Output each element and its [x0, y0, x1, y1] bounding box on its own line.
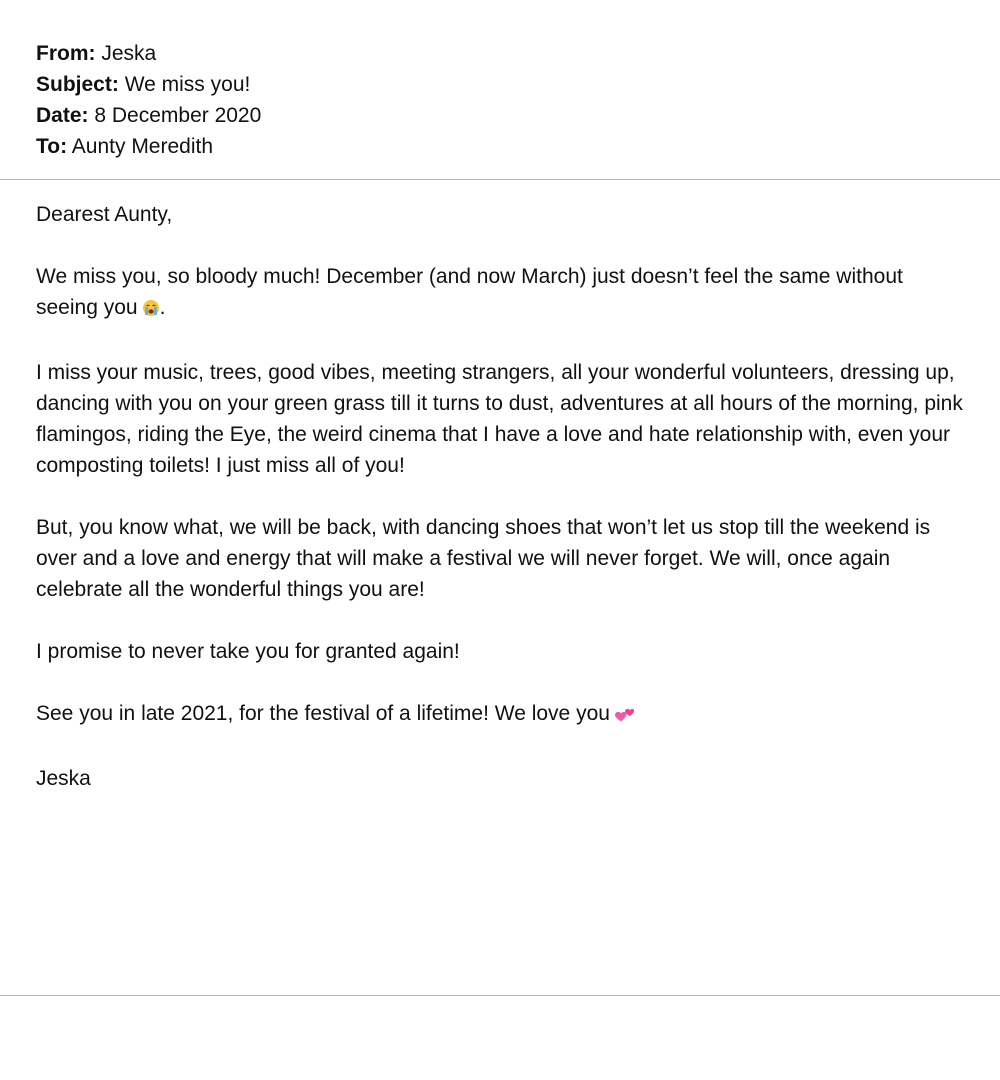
- paragraph-1: [36, 261, 966, 326]
- to-row: [36, 131, 966, 162]
- paragraph-3: But, you know what, we will be back, with dancing shoes that won’t let us stop till the weekend is over and a love and energy that will make a festival we will never forget. We will, once again celebrate all the wonderful things you are!: [36, 516, 931, 601]
- from-label: From:: [36, 42, 96, 65]
- paragraph-1-end: .: [159, 296, 166, 319]
- paragraph-2: I miss your music, trees, good vibes, meeting strangers, all your wonderful volunteers, dressing up, dancing with you on your green grass till it turns to dust, adventures at all hours of the morning, pink flamingos, riding the Eye, the weird cinema that I have a love and hate relationship with, even your composting toilets! I just miss all of you!: [36, 361, 963, 477]
- header-divider: [0, 179, 1000, 180]
- date-label: Date:: [36, 104, 89, 127]
- to-label: To:: [36, 135, 68, 158]
- paragraph-5-text: See you in late 2021, for the festival of a lifetime! We love you: [36, 702, 610, 725]
- date-row: [36, 100, 966, 131]
- from-value: Jeska: [101, 42, 157, 65]
- subject-label: Subject:: [36, 73, 119, 96]
- paragraph-4: I promise to never take you for granted again!: [36, 640, 460, 663]
- date-value: 8 December 2020: [94, 104, 262, 127]
- subject-value: We miss you!: [124, 73, 251, 96]
- paragraph-1-text: We miss you, so bloody much! December (and now March) just doesn’t feel the same without seeing you: [36, 265, 903, 319]
- crying-face-icon: [142, 295, 160, 326]
- email-body: [36, 199, 966, 825]
- subject-row: [36, 69, 966, 100]
- greeting: Dearest Aunty,: [36, 203, 173, 226]
- paragraph-5: [36, 698, 966, 732]
- from-row: [36, 38, 966, 69]
- two-hearts-icon: [614, 701, 634, 732]
- email-header: [36, 38, 966, 162]
- to-value: Aunty Meredith: [71, 135, 214, 158]
- footer-divider: [0, 995, 1000, 996]
- signature: Jeska: [36, 767, 91, 790]
